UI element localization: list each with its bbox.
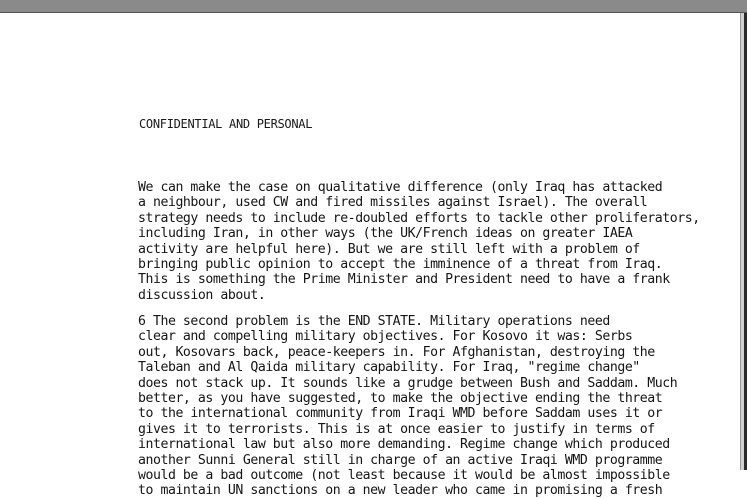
text-line: a neighbour, used CW and fired missiles against Israel). The overall — [138, 195, 648, 211]
confidentiality-header: CONFIDENTIAL AND PERSONAL — [139, 117, 313, 131]
text-line: does not stack up. It sounds like a grudge between Bush and Saddam. Much — [138, 375, 678, 391]
document-page — [0, 13, 740, 499]
text-line: another Sunni General still in charge of an active Iraqi WMD programme — [138, 452, 663, 468]
text-line: discussion about. — [138, 287, 266, 303]
text-line: bringing public opinion to accept the imminence of a threat from Iraq. — [138, 257, 663, 273]
paragraph-end-state — [138, 314, 698, 499]
text-line: international law but also more demanding. Regime change which produced — [138, 437, 670, 453]
text-line: clear and compelling military objectives. For Kosovo it was: Serbs — [138, 329, 633, 345]
text-line: better, as you have suggested, to make the objective ending the threat — [138, 391, 663, 407]
text-line: out, Kosovars back, peace-keepers in. For Afghanistan, destroying the — [138, 344, 655, 360]
text-line: strategy needs to include re-doubled efforts to tackle other proliferators, — [138, 210, 700, 226]
text-line: including Iran, in other ways (the UK/French ideas on greater IAEA — [138, 226, 633, 242]
text-line: gives it to terrorists. This is at once easier to justify in terms of — [138, 421, 655, 437]
text-line: would be a bad outcome (not least because it would be almost impossible — [138, 468, 670, 484]
window-title-bar — [0, 0, 747, 13]
text-line: activity are helpful here). But we are still left with a problem of — [138, 241, 640, 257]
text-line: 6 The second problem is the END STATE. Military operations need — [138, 314, 610, 329]
text-line: to the international community from Iraqi WMD before Saddam uses it or — [138, 406, 663, 422]
text-line: to maintain UN sanctions on a new leader who came in promising a fresh — [138, 483, 663, 499]
vertical-scrollbar[interactable] — [740, 13, 747, 470]
text-line: Taleban and Al Qaida military capability. For Iraq, "regime change" — [138, 360, 640, 376]
text-line: We can make the case on qualitative difference (only Iraq has attacked — [138, 180, 663, 195]
paragraph-qualitative-difference — [138, 180, 698, 303]
text-line: This is something the Prime Minister and President need to have a frank — [138, 272, 670, 288]
